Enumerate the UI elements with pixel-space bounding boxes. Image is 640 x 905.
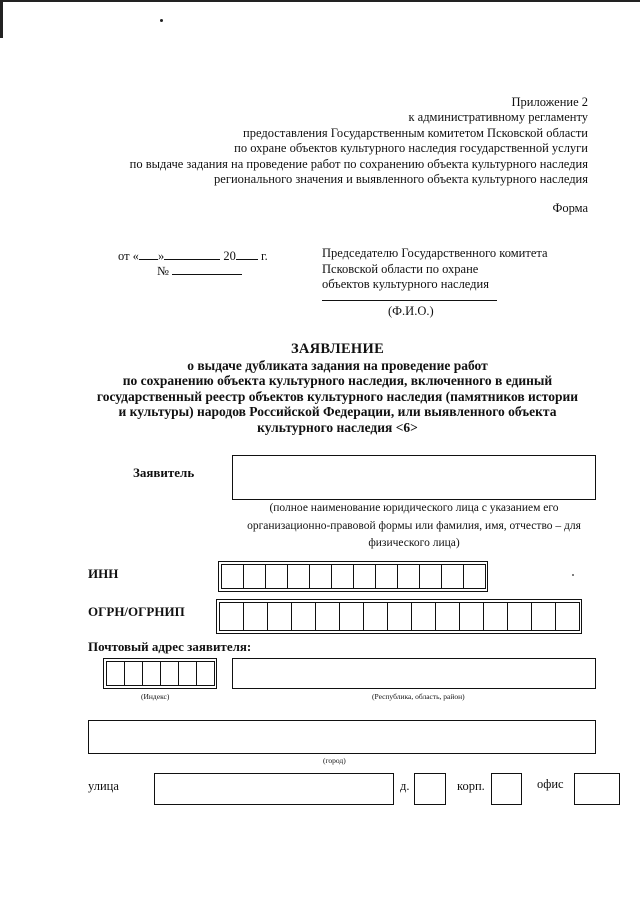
ogrn-cells[interactable] xyxy=(216,599,582,634)
form-label: Форма xyxy=(552,201,588,215)
ogrn-cell[interactable] xyxy=(435,602,460,631)
date-line xyxy=(118,248,268,264)
inn-cell[interactable] xyxy=(309,564,332,589)
inn-cell[interactable] xyxy=(331,564,354,589)
house-field[interactable] xyxy=(414,773,446,805)
appendix-line: Приложение 2 xyxy=(511,95,588,109)
index-caption: (Индекс) xyxy=(141,692,170,701)
ogrn-cell[interactable] xyxy=(315,602,340,631)
appendix-line: регионального значения и выявленного объекта культурного наследия xyxy=(214,172,588,187)
title-line: культурного наследия <6> xyxy=(257,419,418,435)
inn-cell[interactable] xyxy=(419,564,442,589)
year-prefix: 20 xyxy=(223,249,236,263)
day-field[interactable] xyxy=(139,248,158,260)
scan-border-top xyxy=(0,0,640,2)
ogrn-cell[interactable] xyxy=(243,602,268,631)
ogrn-cell[interactable] xyxy=(507,602,532,631)
street-label: улица xyxy=(88,779,119,793)
ogrn-cell[interactable] xyxy=(363,602,388,631)
addressee-line: Председателю Государственного комитета xyxy=(322,246,548,260)
index-cell[interactable] xyxy=(142,661,161,686)
inn-cell[interactable] xyxy=(463,564,486,589)
title-heading: ЗАЯВЛЕНИЕ xyxy=(290,341,385,357)
office-label: офис xyxy=(537,777,564,791)
number-field[interactable] xyxy=(172,263,242,275)
addressee-line: объектов культурного наследия xyxy=(322,277,489,291)
ogrn-cell[interactable] xyxy=(219,602,244,631)
inn-label: ИНН xyxy=(88,566,119,581)
building-label: корп. xyxy=(457,779,485,793)
inn-cell[interactable] xyxy=(221,564,244,589)
date-quote-close: » xyxy=(157,249,165,263)
city-caption: (город) xyxy=(323,756,346,765)
inn-cell[interactable] xyxy=(375,564,398,589)
fio-field[interactable] xyxy=(322,300,497,301)
applicant-hint xyxy=(232,500,596,553)
inn-cell[interactable] xyxy=(441,564,464,589)
ogrn-cell[interactable] xyxy=(459,602,484,631)
appendix-line: по охране объектов культурного наследия государственной услуги xyxy=(234,141,588,156)
inn-cell[interactable] xyxy=(287,564,310,589)
document-title xyxy=(60,342,615,436)
index-cell[interactable] xyxy=(160,661,179,686)
ogrn-cell[interactable] xyxy=(339,602,364,631)
index-cell[interactable] xyxy=(106,661,125,686)
title-line: и культуры) народов Российской Федерации, или выявленного объекта xyxy=(118,404,557,420)
applicant-name-field[interactable] xyxy=(232,455,596,500)
fio-label: (Ф.И.О.) xyxy=(388,304,434,318)
ogrn-label: ОГРН/ОГРНИП xyxy=(88,604,185,619)
ogrn-cell[interactable] xyxy=(267,602,292,631)
index-cell[interactable] xyxy=(124,661,143,686)
year-field[interactable] xyxy=(236,248,258,260)
office-field[interactable] xyxy=(574,773,620,805)
inn-cell[interactable] xyxy=(243,564,266,589)
ogrn-cell[interactable] xyxy=(411,602,436,631)
inn-cell[interactable] xyxy=(353,564,376,589)
region-caption: (Республика, область, район) xyxy=(372,692,465,701)
appendix-header xyxy=(130,95,588,187)
addressee-block xyxy=(322,246,548,293)
ogrn-cell[interactable] xyxy=(555,602,580,631)
applicant-label: Заявитель xyxy=(133,465,195,480)
number-label: № xyxy=(157,264,169,278)
title-line: о выдаче дубликата задания на проведение работ xyxy=(187,357,488,373)
title-line: по сохранению объекта культурного наследия, включенного в единый xyxy=(122,373,553,389)
ogrn-cell[interactable] xyxy=(291,602,316,631)
scan-speck xyxy=(572,574,574,576)
inn-cells[interactable] xyxy=(218,561,488,592)
inn-cell[interactable] xyxy=(265,564,288,589)
postal-address-label: Почтовый адрес заявителя: xyxy=(88,639,252,654)
scan-speck xyxy=(160,19,163,22)
appendix-line: предоставления Государственным комитетом Псковской области xyxy=(243,125,588,140)
date-prefix: от « xyxy=(118,249,139,263)
ogrn-cell[interactable] xyxy=(483,602,508,631)
title-line: государственный реестр объектов культурного наследия (памятников истории xyxy=(96,388,579,404)
month-field[interactable] xyxy=(164,248,220,260)
year-suffix: г. xyxy=(260,249,268,263)
appendix-line: к административному регламенту xyxy=(408,110,588,125)
applicant-hint-line: (полное наименование юридического лица с указанием его xyxy=(269,502,559,514)
index-cell[interactable] xyxy=(196,661,215,686)
city-field[interactable] xyxy=(88,720,596,754)
inn-cell[interactable] xyxy=(397,564,420,589)
addressee-line: Псковской области по охране xyxy=(322,261,479,276)
index-cell[interactable] xyxy=(178,661,197,686)
postal-index-cells[interactable] xyxy=(103,658,217,689)
appendix-line: по выдаче задания на проведение работ по сохранению объекта культурного наследия xyxy=(129,156,588,171)
building-field[interactable] xyxy=(491,773,522,805)
ogrn-cell[interactable] xyxy=(531,602,556,631)
scan-border-left xyxy=(0,0,3,38)
ogrn-cell[interactable] xyxy=(387,602,412,631)
applicant-hint-line: физического лица) xyxy=(368,537,460,549)
street-field[interactable] xyxy=(154,773,394,805)
number-line xyxy=(157,263,242,279)
applicant-hint-line: организационно-правовой формы или фамилия, имя, отчество – для xyxy=(247,519,581,532)
house-label: д. xyxy=(400,779,410,793)
region-field[interactable] xyxy=(232,658,596,689)
